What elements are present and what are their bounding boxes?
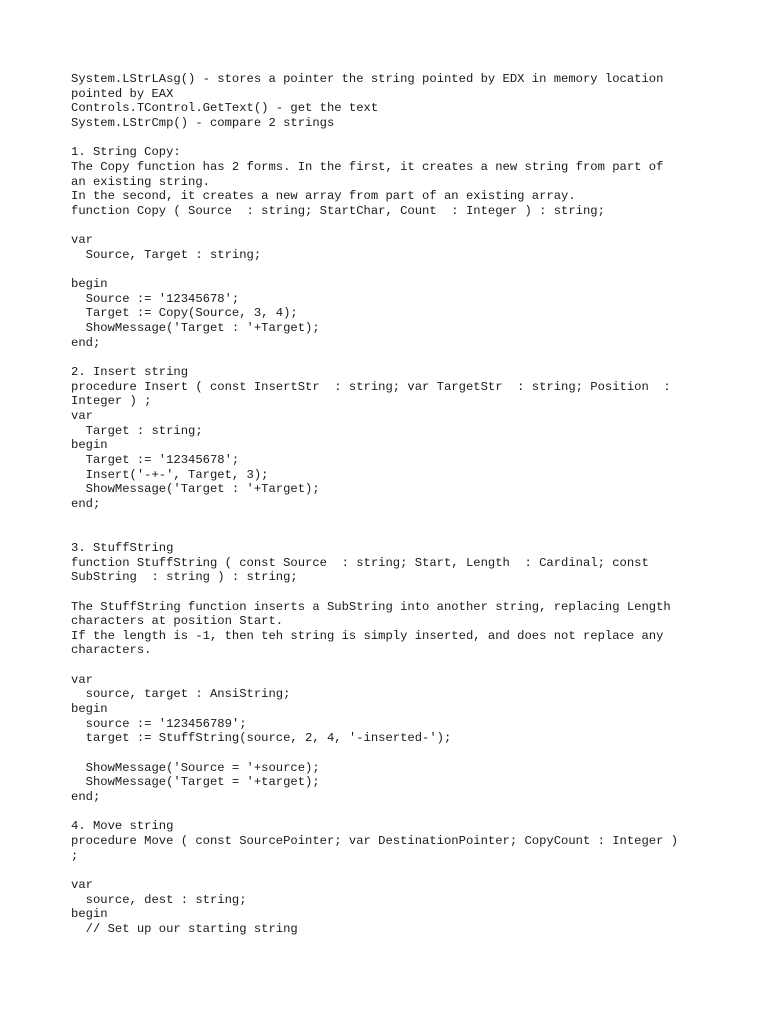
document-line: Target := Copy(Source, 3, 4); xyxy=(71,306,298,321)
document-line: 2. Insert string xyxy=(71,365,189,380)
document-line xyxy=(71,585,711,600)
document-line: ShowMessage('Target = '+target); xyxy=(71,775,320,790)
document-line: var xyxy=(71,233,93,248)
document-line: System.LStrCmp() - compare 2 strings xyxy=(71,115,335,130)
document-line xyxy=(71,658,711,673)
document-line: source := '123456789'; xyxy=(71,716,247,731)
document-line: Target : string; xyxy=(71,423,203,438)
document-line xyxy=(71,863,711,878)
document-line: pointed by EAX xyxy=(71,86,174,101)
document-line: If the length is -1, then teh string is simply inserted, and does not replace any xyxy=(71,628,664,643)
document-line: Source, Target : string; xyxy=(71,247,262,262)
document-line: end; xyxy=(71,790,101,805)
document-line: source, target : AnsiString; xyxy=(71,687,291,702)
document-line: Insert('-+-', Target, 3); xyxy=(71,467,269,482)
document-line xyxy=(71,512,711,527)
document-line: ShowMessage('Source = '+source); xyxy=(71,760,320,775)
document-line: Integer ) ; xyxy=(71,394,152,409)
document-line xyxy=(71,526,711,541)
document-line: In the second, it creates a new array from part of an existing array. xyxy=(71,189,576,204)
document-line: an existing string. xyxy=(71,174,210,189)
document-line xyxy=(71,805,711,820)
document-line: ; xyxy=(71,848,79,863)
document-line: begin xyxy=(71,907,108,922)
document-line: procedure Insert ( const InsertStr : string; var TargetStr : string; Position : xyxy=(71,379,671,394)
document-line: end; xyxy=(71,496,101,511)
document-line: function Copy ( Source : string; StartChar, Count : Integer ) : string; xyxy=(71,203,605,218)
document-text-body xyxy=(71,72,711,937)
document-line: The Copy function has 2 forms. In the first, it creates a new string from part of xyxy=(71,159,664,174)
document-line: characters. xyxy=(71,643,152,658)
document-line: 1. String Copy: xyxy=(71,145,181,160)
document-line: characters at position Start. xyxy=(71,614,284,629)
document-line: System.LStrLAsg() - stores a pointer the string pointed by EDX in memory location xyxy=(71,72,664,86)
document-line: SubString : string ) : string; xyxy=(71,570,298,585)
document-line: begin xyxy=(71,702,108,717)
document-line xyxy=(71,746,711,761)
document-line: // Set up our starting string xyxy=(71,921,298,936)
document-line: ShowMessage('Target : '+Target); xyxy=(71,482,320,497)
document-line: var xyxy=(71,877,93,892)
document-line: procedure Move ( const SourcePointer; var DestinationPointer; CopyCount : Integer ) xyxy=(71,833,679,848)
document-line: end; xyxy=(71,335,101,350)
document-line: 4. Move string xyxy=(71,819,174,834)
document-line: Controls.TControl.GetText() - get the text xyxy=(71,101,379,116)
document-line: 3. StuffString xyxy=(71,540,174,555)
document-line: ShowMessage('Target : '+Target); xyxy=(71,321,320,336)
document-line: function StuffString ( const Source : string; Start, Length : Cardinal; const xyxy=(71,555,649,570)
document-line: var xyxy=(71,672,93,687)
document-line: The StuffString function inserts a SubString into another string, replacing Length xyxy=(71,599,671,614)
document-line xyxy=(71,263,711,278)
document-line xyxy=(71,219,711,234)
document-line: Source := '12345678'; xyxy=(71,291,240,306)
document-line xyxy=(71,131,711,146)
document-line xyxy=(71,350,711,365)
document-line: source, dest : string; xyxy=(71,892,247,907)
document-line: Target := '12345678'; xyxy=(71,453,240,467)
document-line: target := StuffString(source, 2, 4, '-inserted-'); xyxy=(71,731,452,746)
document-line: begin xyxy=(71,277,108,292)
document-line: begin xyxy=(71,438,108,453)
document-line: var xyxy=(71,409,93,424)
